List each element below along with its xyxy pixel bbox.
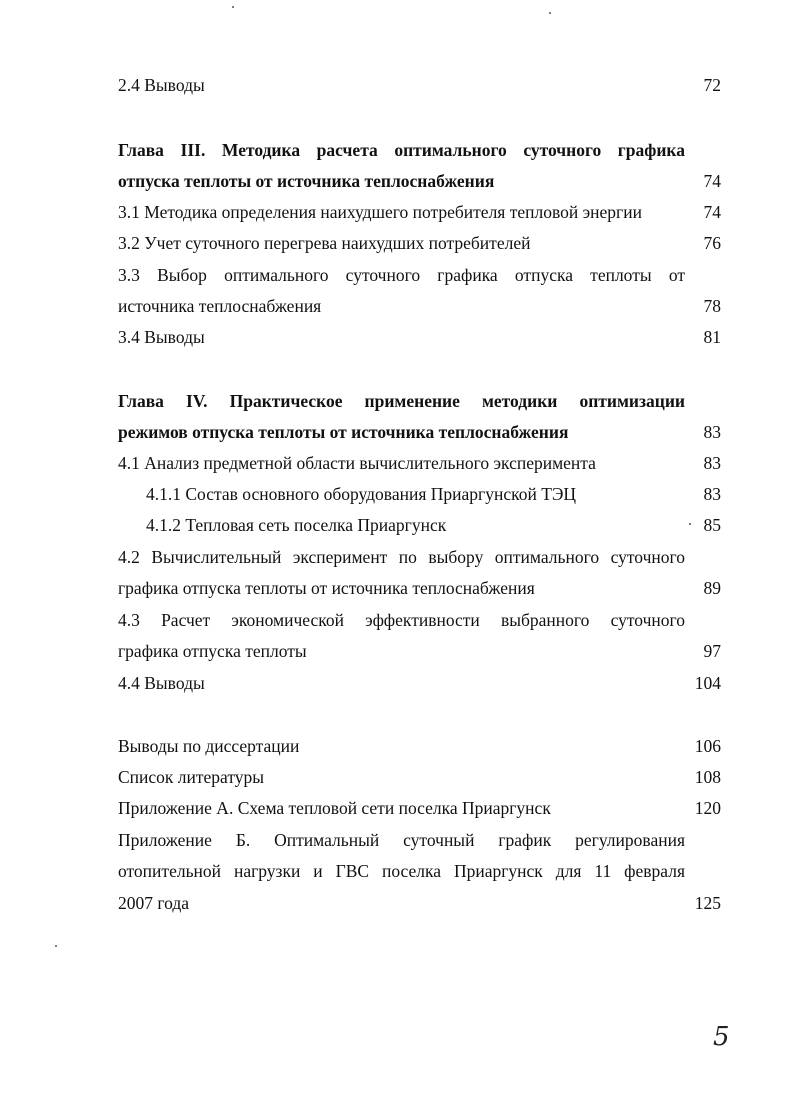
toc-page-2-4: 72 bbox=[703, 75, 721, 95]
toc-entry-3-1: 3.1 Методика определения наихудшего потребителя тепловой энергии bbox=[118, 202, 642, 222]
toc-entry-4-1-2: 4.1.2 Тепловая сеть поселка Приаргунск bbox=[146, 515, 447, 535]
toc-entry-4-3-line1: 4.3 Расчет экономической эффективности выбранного суточного bbox=[118, 610, 685, 630]
toc-page-3-1: 74 bbox=[703, 202, 721, 222]
toc-entry-appendix-b-line2: отопительной нагрузки и ГВС поселка Приаргунск для 11 февраля bbox=[118, 861, 685, 881]
chapter-3-title-line1: Глава III. Методика расчета оптимального суточного графика bbox=[118, 140, 685, 160]
toc-page-appendix-a: 120 bbox=[694, 798, 721, 818]
toc-entry-3-3-line1: 3.3 Выбор оптимального суточного графика отпуска теплоты от bbox=[118, 265, 685, 285]
toc-entry-4-2-line1: 4.2 Вычислительный эксперимент по выбору оптимального суточного bbox=[118, 547, 685, 567]
toc-entry-4-1-1: 4.1.1 Состав основного оборудования Приаргунской ТЭЦ bbox=[146, 484, 577, 504]
toc-entry-2-4: 2.4 Выводы bbox=[118, 75, 205, 95]
toc-page-4-1-2: 85 bbox=[703, 515, 721, 535]
toc-entry-appendix-b-line3: 2007 года bbox=[118, 893, 190, 913]
toc-page-4-4: 104 bbox=[694, 673, 721, 693]
toc-page-3-3: 78 bbox=[703, 296, 721, 316]
scan-speck bbox=[55, 945, 57, 947]
toc-page-appendix-b: 125 bbox=[694, 893, 721, 913]
toc-entry-4-2-line2: графика отпуска теплоты от источника теплоснабжения bbox=[118, 578, 535, 598]
toc-page-4-1-1: 83 bbox=[703, 484, 721, 504]
chapter-4-page: 83 bbox=[703, 422, 721, 442]
scan-speck bbox=[689, 523, 691, 525]
chapter-3-title-line2: отпуска теплоты от источника теплоснабжения bbox=[118, 171, 495, 191]
toc-entry-conclusions: Выводы по диссертации bbox=[118, 736, 300, 756]
chapter-4-title-line1: Глава IV. Практическое применение методики оптимизации bbox=[118, 391, 685, 411]
toc-entry-4-4: 4.4 Выводы bbox=[118, 673, 205, 693]
toc-entry-3-4: 3.4 Выводы bbox=[118, 327, 205, 347]
toc-entry-3-3-line2: источника теплоснабжения bbox=[118, 296, 322, 316]
page-number: 5 bbox=[713, 1022, 730, 1052]
toc-entry-appendix-b-line1: Приложение Б. Оптимальный суточный график регулирования bbox=[118, 830, 685, 850]
toc-page-conclusions: 106 bbox=[694, 736, 721, 756]
toc-entry-4-1: 4.1 Анализ предметной области вычислительного эксперимента bbox=[118, 453, 596, 473]
toc-page-3-4: 81 bbox=[703, 327, 721, 347]
toc-page-4-1: 83 bbox=[703, 453, 721, 473]
toc-entry-appendix-a: Приложение А. Схема тепловой сети поселка Приаргунск bbox=[118, 798, 551, 818]
toc-page-references: 108 bbox=[694, 767, 721, 787]
chapter-4-title-line2: режимов отпуска теплоты от источника теплоснабжения bbox=[118, 422, 569, 442]
toc-entry-4-3-line2: графика отпуска теплоты bbox=[118, 641, 307, 661]
toc-page-4-2: 89 bbox=[703, 578, 721, 598]
chapter-3-page: 74 bbox=[703, 171, 721, 191]
toc-entry-3-2: 3.2 Учет суточного перегрева наихудших потребителей bbox=[118, 233, 531, 253]
toc-page-3-2: 76 bbox=[703, 233, 721, 253]
toc-entry-references: Список литературы bbox=[118, 767, 265, 787]
scan-speck bbox=[232, 6, 234, 8]
scan-speck bbox=[549, 12, 551, 14]
toc-page-4-3: 97 bbox=[703, 641, 721, 661]
